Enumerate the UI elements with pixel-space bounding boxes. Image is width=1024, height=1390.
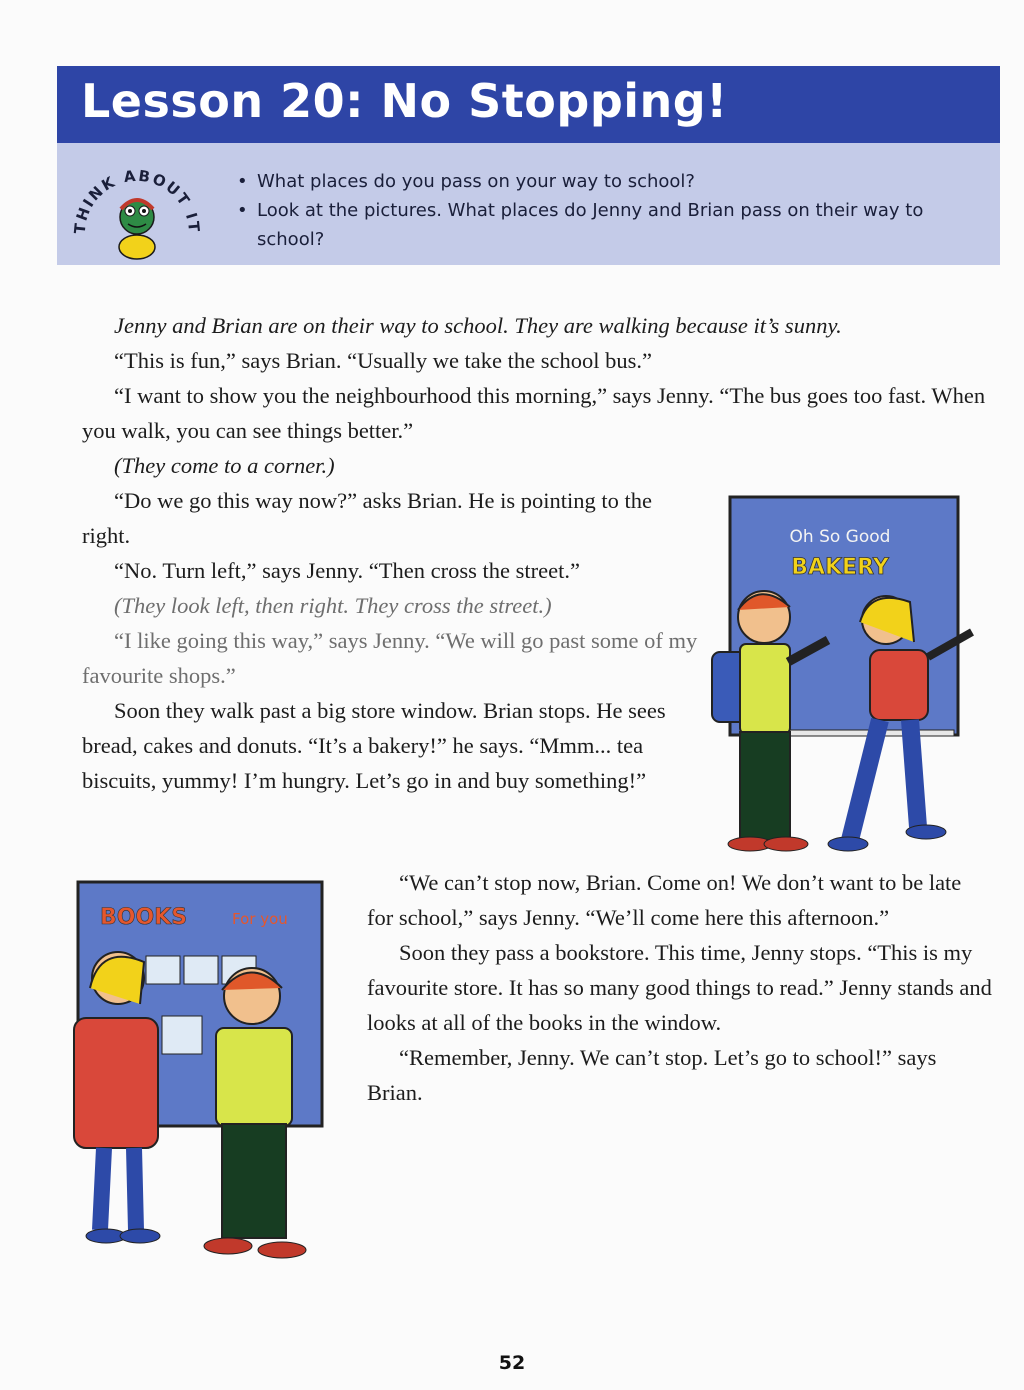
bakery-sign-top: Oh So Good <box>789 527 891 547</box>
story-paragraph: “I like going this way,” says Jenny. “We will go past some of my favourite shops.” <box>82 628 698 688</box>
story-paragraph: “I want to show you the neighbourhood this morning,” says Jenny. “The bus goes too fast. When you walk, you can see things better.” <box>82 383 986 443</box>
story-paragraph: Jenny and Brian are on their way to school. They are walking because it’s sunny. <box>114 313 842 338</box>
story-paragraph: Soon they pass a bookstore. This time, Jenny stops. “This is my favourite store. It has so many good things to read.” Jenny stands and looks at all of the books in the window. <box>367 940 992 1035</box>
lesson-banner <box>57 66 1000 143</box>
badge-label: THINK ABOUT IT <box>70 166 204 235</box>
bookstore-illustration <box>60 878 340 1268</box>
story-paragraph: “Remember, Jenny. We can’t stop. Let’s go to school!” says Brian. <box>367 1045 937 1105</box>
books-sign-right: For you <box>232 910 288 928</box>
story-paragraph: (They come to a corner.) <box>114 453 335 478</box>
think-about-it-panel <box>57 143 1000 265</box>
frog-mascot-icon <box>119 200 155 259</box>
books-sign-left: BOOKS <box>100 905 188 930</box>
lesson-title: Lesson 20: No Stopping! <box>81 74 728 128</box>
think-about-it-list <box>237 167 977 254</box>
story-text-continued <box>367 865 992 1110</box>
bakery-sign-bottom: BAKERY <box>791 555 889 580</box>
list-item: • What places do you pass on your way to school? <box>237 171 695 192</box>
story-paragraph: “Do we go this way now?” asks Brian. He is pointing to the right. <box>82 488 653 548</box>
list-item: • Look at the pictures. What places do Jenny and Brian pass on their way to school? <box>237 200 924 250</box>
story-paragraph: (They look left, then right. They cross the street.) <box>114 593 552 618</box>
page-number: 52 <box>498 1352 526 1374</box>
story-paragraph: “This is fun,” says Brian. “Usually we take the school bus.” <box>114 348 653 373</box>
bakery-illustration <box>700 492 990 862</box>
story-paragraph: “No. Turn left,” says Jenny. “Then cross the street.” <box>114 558 580 583</box>
think-about-it-badge <box>67 155 207 260</box>
story-paragraph: Soon they walk past a big store window. Brian stops. He sees bread, cakes and donuts. “It’s a bakery!” he says. “Mmm... tea biscuits, yummy! I’m hungry. Let’s go in and buy something!” <box>82 698 666 793</box>
story-paragraph: “We can’t stop now, Brian. Come on! We don’t want to be late for school,” says Jenny. “We’ll come here this afternoon.” <box>367 870 962 930</box>
